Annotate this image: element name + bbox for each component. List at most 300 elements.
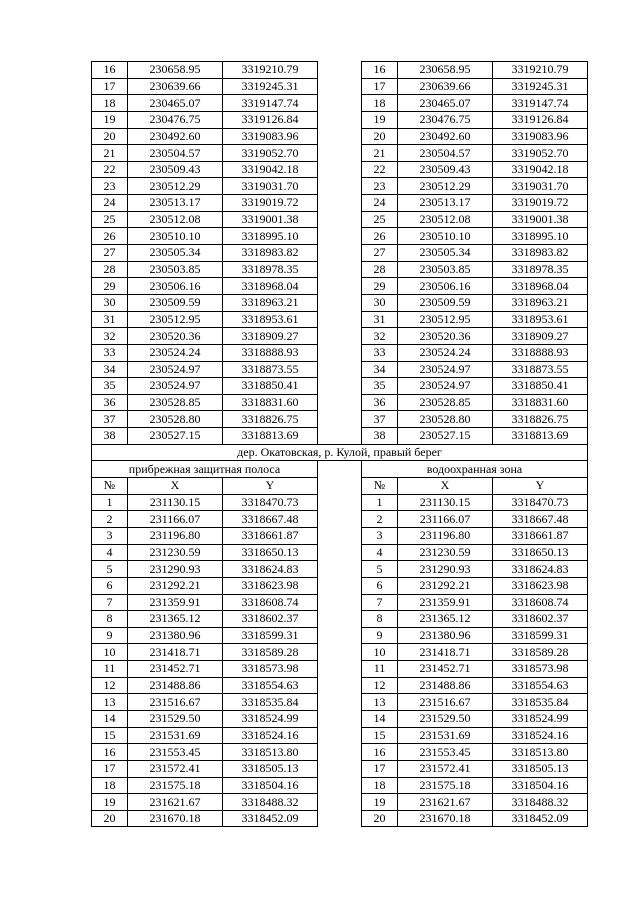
right-x-coordinate: 230639.66 [398, 78, 493, 95]
table-gap [318, 378, 362, 395]
table-row [92, 62, 588, 79]
right-point-number: 27 [362, 245, 398, 262]
right-point-number: 18 [362, 95, 398, 112]
left-x-coordinate: 230476.75 [128, 111, 223, 128]
left-point-number: 14 [92, 710, 128, 727]
table-row [92, 794, 588, 811]
right-y-coordinate: 3318573.98 [493, 661, 588, 678]
right-x-coordinate: 231575.18 [398, 777, 493, 794]
table-row [92, 278, 588, 295]
right-x-coordinate: 230528.85 [398, 394, 493, 411]
left-x-coordinate: 230506.16 [128, 278, 223, 295]
right-point-number: 1 [362, 494, 398, 511]
table-gap [318, 644, 362, 661]
right-y-coordinate: 3318524.99 [493, 710, 588, 727]
right-y-coordinate: 3319210.79 [493, 62, 588, 79]
right-point-number: 35 [362, 378, 398, 395]
right-x-coordinate: 231365.12 [398, 611, 493, 628]
left-y-coordinate: 3319210.79 [223, 62, 318, 79]
right-y-coordinate: 3318978.35 [493, 261, 588, 278]
table-row [92, 394, 588, 411]
table-gap [318, 78, 362, 95]
table-gap [318, 95, 362, 112]
left-y-coordinate: 3318608.74 [223, 594, 318, 611]
right-y-coordinate: 3319001.38 [493, 211, 588, 228]
right-x-coordinate: 231230.59 [398, 544, 493, 561]
left-x-coordinate: 230524.97 [128, 378, 223, 395]
right-point-number: 16 [362, 744, 398, 761]
right-y-coordinate: 3318873.55 [493, 361, 588, 378]
left-y-coordinate: 3318554.63 [223, 677, 318, 694]
right-point-number: 34 [362, 361, 398, 378]
right-x-coordinate: 230524.24 [398, 344, 493, 361]
left-point-number: 35 [92, 378, 128, 395]
left-x-coordinate: 230524.97 [128, 361, 223, 378]
table-gap [318, 760, 362, 777]
left-x-coordinate: 230658.95 [128, 62, 223, 79]
table-row [92, 727, 588, 744]
left-x-coordinate: 230503.85 [128, 261, 223, 278]
table-gap [318, 311, 362, 328]
table-gap [318, 677, 362, 694]
left-point-number: 33 [92, 344, 128, 361]
table-gap [318, 328, 362, 345]
left-point-number: 15 [92, 727, 128, 744]
right-point-number: 17 [362, 78, 398, 95]
right-x-coordinate: 230504.57 [398, 145, 493, 162]
table-row [92, 494, 588, 511]
right-x-coordinate: 231196.80 [398, 527, 493, 544]
right-x-coordinate: 230510.10 [398, 228, 493, 245]
left-y-coordinate: 3318850.41 [223, 378, 318, 395]
right-x-coordinate: 231516.67 [398, 694, 493, 711]
right-point-number: 18 [362, 777, 398, 794]
left-y-coordinate: 3318524.16 [223, 727, 318, 744]
right-x-coordinate: 230465.07 [398, 95, 493, 112]
right-header-y: Y [493, 478, 588, 495]
table-gap [318, 611, 362, 628]
table-row [92, 677, 588, 694]
right-y-coordinate: 3318661.87 [493, 527, 588, 544]
right-y-coordinate: 3318623.98 [493, 577, 588, 594]
left-point-number: 2 [92, 511, 128, 528]
right-header-x: X [398, 478, 493, 495]
table-gap [318, 494, 362, 511]
left-y-coordinate: 3319245.31 [223, 78, 318, 95]
left-x-coordinate: 231418.71 [128, 644, 223, 661]
left-x-coordinate: 231230.59 [128, 544, 223, 561]
left-x-coordinate: 231553.45 [128, 744, 223, 761]
table-gap [318, 810, 362, 827]
right-x-coordinate: 230524.97 [398, 378, 493, 395]
table-gap [318, 710, 362, 727]
left-point-number: 27 [92, 245, 128, 262]
left-point-number: 5 [92, 561, 128, 578]
right-y-coordinate: 3318667.48 [493, 511, 588, 528]
right-y-coordinate: 3318850.41 [493, 378, 588, 395]
table-row [92, 145, 588, 162]
right-y-coordinate: 3318589.28 [493, 644, 588, 661]
left-point-number: 21 [92, 145, 128, 162]
right-point-number: 11 [362, 661, 398, 678]
table-gap [318, 195, 362, 212]
right-y-coordinate: 3319245.31 [493, 78, 588, 95]
right-y-coordinate: 3318963.21 [493, 294, 588, 311]
left-y-coordinate: 3318488.32 [223, 794, 318, 811]
table-row [92, 95, 588, 112]
left-point-number: 6 [92, 577, 128, 594]
table-gap [318, 594, 362, 611]
table-row [92, 710, 588, 727]
left-point-number: 25 [92, 211, 128, 228]
left-y-coordinate: 3318968.04 [223, 278, 318, 295]
table-gap [318, 428, 362, 445]
left-header-x: X [128, 478, 223, 495]
table-gap [318, 294, 362, 311]
table-row [92, 311, 588, 328]
left-y-coordinate: 3318513.80 [223, 744, 318, 761]
left-x-coordinate: 230509.43 [128, 161, 223, 178]
left-x-coordinate: 231365.12 [128, 611, 223, 628]
table-row [92, 328, 588, 345]
right-section-title: водоохранная зона [362, 461, 588, 478]
right-point-number: 26 [362, 228, 398, 245]
left-y-coordinate: 3319001.38 [223, 211, 318, 228]
left-x-coordinate: 231196.80 [128, 527, 223, 544]
table-gap [318, 261, 362, 278]
table-gap [318, 544, 362, 561]
right-point-number: 7 [362, 594, 398, 611]
right-point-number: 16 [362, 62, 398, 79]
table-row [92, 211, 588, 228]
left-point-number: 19 [92, 111, 128, 128]
table-row [92, 195, 588, 212]
left-x-coordinate: 231531.69 [128, 727, 223, 744]
left-y-coordinate: 3318505.13 [223, 760, 318, 777]
right-x-coordinate: 230658.95 [398, 62, 493, 79]
table-row [92, 361, 588, 378]
left-point-number: 37 [92, 411, 128, 428]
left-point-number: 36 [92, 394, 128, 411]
table-row [92, 527, 588, 544]
table-row [92, 428, 588, 445]
table-gap [318, 161, 362, 178]
left-x-coordinate: 230512.29 [128, 178, 223, 195]
right-y-coordinate: 3319126.84 [493, 111, 588, 128]
right-header-num: № [362, 478, 398, 495]
table-gap [318, 278, 362, 295]
left-point-number: 29 [92, 278, 128, 295]
right-point-number: 9 [362, 627, 398, 644]
right-point-number: 5 [362, 561, 398, 578]
right-y-coordinate: 3318888.93 [493, 344, 588, 361]
left-y-coordinate: 3318909.27 [223, 328, 318, 345]
left-y-coordinate: 3318995.10 [223, 228, 318, 245]
right-x-coordinate: 231290.93 [398, 561, 493, 578]
left-point-number: 23 [92, 178, 128, 195]
left-point-number: 31 [92, 311, 128, 328]
right-y-coordinate: 3318599.31 [493, 627, 588, 644]
left-header-y: Y [223, 478, 318, 495]
table-row [92, 128, 588, 145]
right-point-number: 31 [362, 311, 398, 328]
left-y-coordinate: 3319052.70 [223, 145, 318, 162]
left-x-coordinate: 231670.18 [128, 810, 223, 827]
left-x-coordinate: 231380.96 [128, 627, 223, 644]
table-row [92, 344, 588, 361]
right-point-number: 14 [362, 710, 398, 727]
left-y-coordinate: 3318624.83 [223, 561, 318, 578]
right-y-coordinate: 3318968.04 [493, 278, 588, 295]
left-y-coordinate: 3318470.73 [223, 494, 318, 511]
left-y-coordinate: 3319031.70 [223, 178, 318, 195]
table-row [92, 161, 588, 178]
left-point-number: 20 [92, 810, 128, 827]
left-point-number: 28 [92, 261, 128, 278]
left-y-coordinate: 3318667.48 [223, 511, 318, 528]
right-y-coordinate: 3318813.69 [493, 428, 588, 445]
table-row [92, 760, 588, 777]
right-point-number: 32 [362, 328, 398, 345]
right-y-coordinate: 3318909.27 [493, 328, 588, 345]
table-row [92, 694, 588, 711]
table-gap [318, 111, 362, 128]
left-y-coordinate: 3318602.37 [223, 611, 318, 628]
right-x-coordinate: 230492.60 [398, 128, 493, 145]
left-y-coordinate: 3319083.96 [223, 128, 318, 145]
left-x-coordinate: 230509.59 [128, 294, 223, 311]
table-gap [318, 461, 362, 478]
right-x-coordinate: 231553.45 [398, 744, 493, 761]
right-point-number: 12 [362, 677, 398, 694]
left-y-coordinate: 3318524.99 [223, 710, 318, 727]
right-y-coordinate: 3318650.13 [493, 544, 588, 561]
upper-coordinates-body [92, 62, 588, 445]
right-point-number: 15 [362, 727, 398, 744]
right-x-coordinate: 230512.29 [398, 178, 493, 195]
table-gap [318, 627, 362, 644]
table-row [92, 245, 588, 262]
table-gap [318, 661, 362, 678]
right-x-coordinate: 231130.15 [398, 494, 493, 511]
section-header-body [92, 444, 588, 494]
right-point-number: 37 [362, 411, 398, 428]
right-y-coordinate: 3318995.10 [493, 228, 588, 245]
left-point-number: 17 [92, 78, 128, 95]
right-x-coordinate: 231380.96 [398, 627, 493, 644]
right-y-coordinate: 3318488.32 [493, 794, 588, 811]
table-row [92, 661, 588, 678]
left-x-coordinate: 231488.86 [128, 677, 223, 694]
left-point-number: 24 [92, 195, 128, 212]
left-x-coordinate: 230513.17 [128, 195, 223, 212]
right-y-coordinate: 3319147.74 [493, 95, 588, 112]
right-point-number: 2 [362, 511, 398, 528]
right-point-number: 17 [362, 760, 398, 777]
left-x-coordinate: 230527.15 [128, 428, 223, 445]
table-row [92, 228, 588, 245]
right-x-coordinate: 231359.91 [398, 594, 493, 611]
left-point-number: 7 [92, 594, 128, 611]
right-point-number: 33 [362, 344, 398, 361]
right-point-number: 21 [362, 145, 398, 162]
right-x-coordinate: 230505.34 [398, 245, 493, 262]
left-y-coordinate: 3318983.82 [223, 245, 318, 262]
left-y-coordinate: 3318573.98 [223, 661, 318, 678]
left-point-number: 30 [92, 294, 128, 311]
table-row [92, 611, 588, 628]
left-y-coordinate: 3318831.60 [223, 394, 318, 411]
right-y-coordinate: 3318505.13 [493, 760, 588, 777]
table-gap [318, 577, 362, 594]
right-point-number: 20 [362, 128, 398, 145]
right-x-coordinate: 230527.15 [398, 428, 493, 445]
table-row [92, 294, 588, 311]
right-point-number: 8 [362, 611, 398, 628]
right-x-coordinate: 230512.08 [398, 211, 493, 228]
table-row [92, 178, 588, 195]
right-x-coordinate: 230513.17 [398, 195, 493, 212]
left-y-coordinate: 3318978.35 [223, 261, 318, 278]
left-point-number: 18 [92, 95, 128, 112]
left-y-coordinate: 3318599.31 [223, 627, 318, 644]
right-point-number: 25 [362, 211, 398, 228]
lower-coordinates-body [92, 494, 588, 827]
table-row [92, 744, 588, 761]
left-point-number: 34 [92, 361, 128, 378]
right-point-number: 10 [362, 644, 398, 661]
left-x-coordinate: 230524.24 [128, 344, 223, 361]
left-x-coordinate: 231292.21 [128, 577, 223, 594]
table-gap [318, 511, 362, 528]
right-y-coordinate: 3319042.18 [493, 161, 588, 178]
right-x-coordinate: 231292.21 [398, 577, 493, 594]
left-y-coordinate: 3318504.16 [223, 777, 318, 794]
coordinates-table [91, 61, 588, 827]
right-x-coordinate: 231529.50 [398, 710, 493, 727]
coordinates-document [91, 61, 588, 827]
left-y-coordinate: 3318963.21 [223, 294, 318, 311]
table-gap [318, 62, 362, 79]
right-x-coordinate: 231572.41 [398, 760, 493, 777]
left-y-coordinate: 3318661.87 [223, 527, 318, 544]
left-point-number: 19 [92, 794, 128, 811]
right-x-coordinate: 230512.95 [398, 311, 493, 328]
table-gap [318, 527, 362, 544]
table-gap [318, 145, 362, 162]
table-row [92, 378, 588, 395]
right-point-number: 22 [362, 161, 398, 178]
table-row [92, 777, 588, 794]
right-point-number: 36 [362, 394, 398, 411]
left-point-number: 32 [92, 328, 128, 345]
left-point-number: 4 [92, 544, 128, 561]
left-point-number: 17 [92, 760, 128, 777]
right-y-coordinate: 3319031.70 [493, 178, 588, 195]
right-y-coordinate: 3318608.74 [493, 594, 588, 611]
table-row [92, 810, 588, 827]
left-y-coordinate: 3319042.18 [223, 161, 318, 178]
left-x-coordinate: 230505.34 [128, 245, 223, 262]
table-row [92, 78, 588, 95]
right-x-coordinate: 231531.69 [398, 727, 493, 744]
table-gap [318, 411, 362, 428]
left-y-coordinate: 3318873.55 [223, 361, 318, 378]
right-point-number: 3 [362, 527, 398, 544]
left-header-num: № [92, 478, 128, 495]
right-point-number: 13 [362, 694, 398, 711]
left-x-coordinate: 230528.85 [128, 394, 223, 411]
left-x-coordinate: 230520.36 [128, 328, 223, 345]
left-y-coordinate: 3319126.84 [223, 111, 318, 128]
left-section-title: прибрежная защитная полоса [92, 461, 318, 478]
left-y-coordinate: 3318650.13 [223, 544, 318, 561]
left-x-coordinate: 230512.08 [128, 211, 223, 228]
left-x-coordinate: 231516.67 [128, 694, 223, 711]
right-y-coordinate: 3318554.63 [493, 677, 588, 694]
right-y-coordinate: 3318831.60 [493, 394, 588, 411]
table-gap [318, 694, 362, 711]
table-row [92, 261, 588, 278]
left-point-number: 9 [92, 627, 128, 644]
right-y-coordinate: 3318524.16 [493, 727, 588, 744]
table-gap [318, 211, 362, 228]
left-point-number: 38 [92, 428, 128, 445]
right-point-number: 24 [362, 195, 398, 212]
left-point-number: 20 [92, 128, 128, 145]
left-x-coordinate: 231290.93 [128, 561, 223, 578]
left-y-coordinate: 3318813.69 [223, 428, 318, 445]
left-point-number: 11 [92, 661, 128, 678]
right-y-coordinate: 3318624.83 [493, 561, 588, 578]
table-gap [318, 561, 362, 578]
right-x-coordinate: 231670.18 [398, 810, 493, 827]
left-y-coordinate: 3318888.93 [223, 344, 318, 361]
table-row [92, 644, 588, 661]
right-x-coordinate: 231488.86 [398, 677, 493, 694]
left-y-coordinate: 3319019.72 [223, 195, 318, 212]
left-point-number: 3 [92, 527, 128, 544]
left-y-coordinate: 3318623.98 [223, 577, 318, 594]
right-point-number: 38 [362, 428, 398, 445]
left-x-coordinate: 231359.91 [128, 594, 223, 611]
table-row [92, 111, 588, 128]
left-point-number: 13 [92, 694, 128, 711]
right-x-coordinate: 230528.80 [398, 411, 493, 428]
table-gap [318, 228, 362, 245]
right-x-coordinate: 231166.07 [398, 511, 493, 528]
table-gap [318, 777, 362, 794]
table-gap [318, 478, 362, 495]
left-x-coordinate: 231572.41 [128, 760, 223, 777]
left-x-coordinate: 230639.66 [128, 78, 223, 95]
left-y-coordinate: 3318589.28 [223, 644, 318, 661]
right-y-coordinate: 3318826.75 [493, 411, 588, 428]
table-gap [318, 245, 362, 262]
left-x-coordinate: 231621.67 [128, 794, 223, 811]
right-y-coordinate: 3318470.73 [493, 494, 588, 511]
left-x-coordinate: 230512.95 [128, 311, 223, 328]
right-y-coordinate: 3318535.84 [493, 694, 588, 711]
right-point-number: 19 [362, 111, 398, 128]
left-x-coordinate: 230510.10 [128, 228, 223, 245]
left-point-number: 18 [92, 777, 128, 794]
right-y-coordinate: 3319019.72 [493, 195, 588, 212]
left-point-number: 1 [92, 494, 128, 511]
right-x-coordinate: 230509.43 [398, 161, 493, 178]
table-gap [318, 744, 362, 761]
right-point-number: 28 [362, 261, 398, 278]
